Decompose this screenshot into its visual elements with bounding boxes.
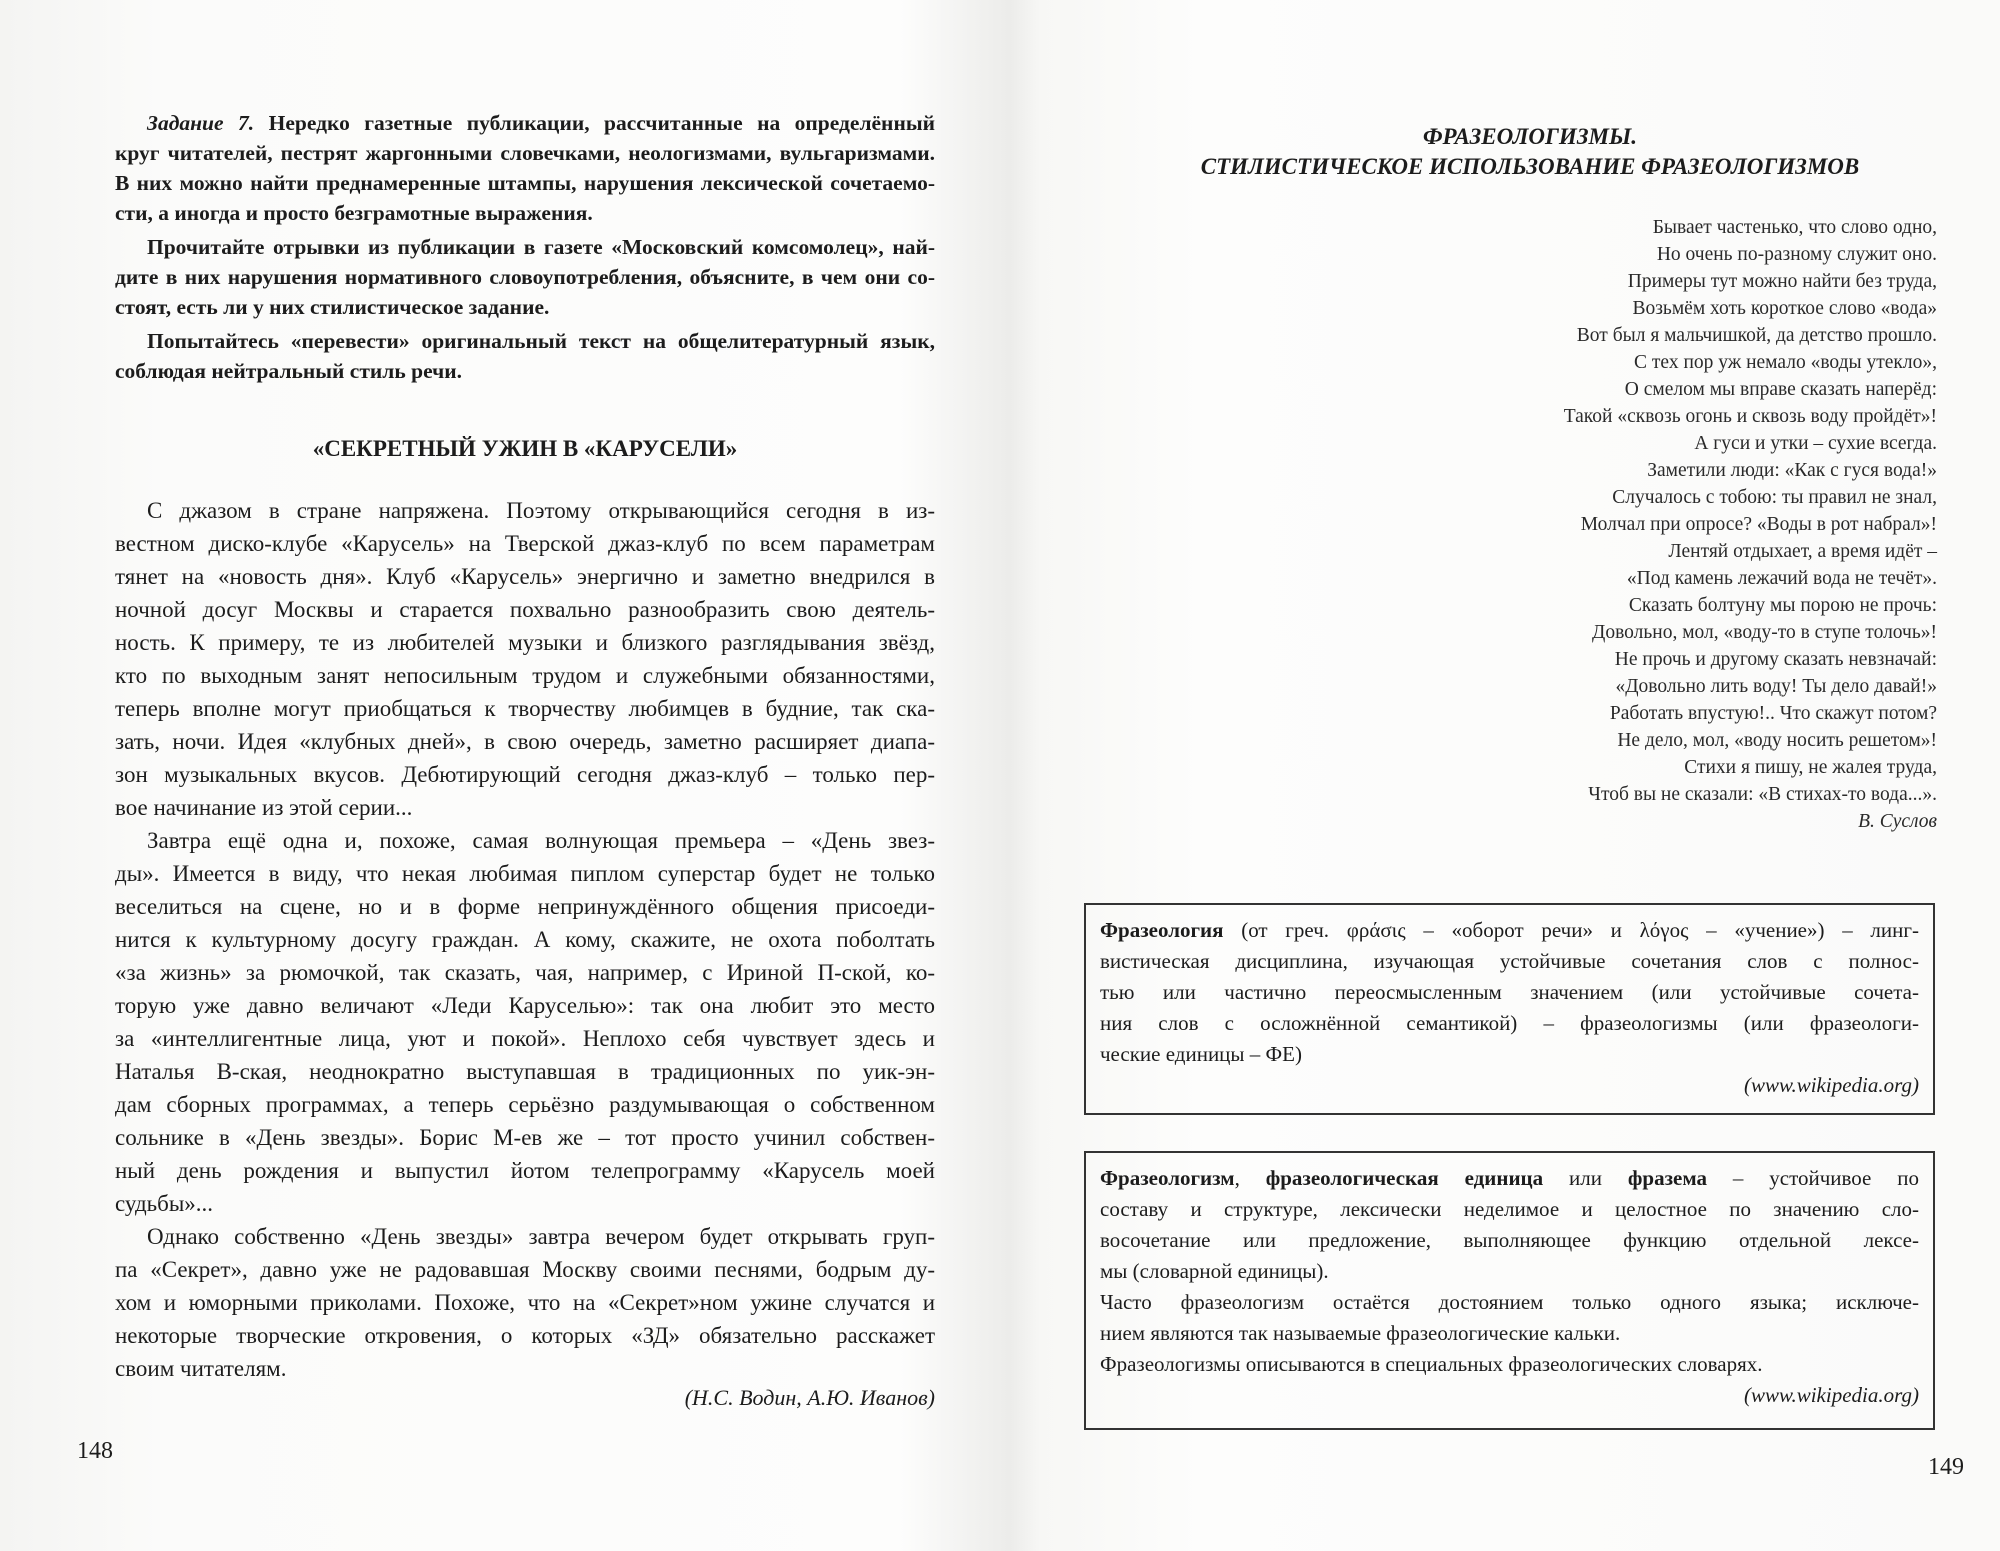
text-line xyxy=(115,232,935,262)
text-line xyxy=(115,108,935,138)
poem-line: Такой «сквозь огонь и сквозь воду пройдёт»! xyxy=(1563,406,1937,427)
text-segment: мы (словарной единицы). xyxy=(1100,1259,1329,1283)
article-line: своим читателям. xyxy=(115,1356,287,1381)
text-line xyxy=(1100,1349,1919,1380)
article-line: «за жизнь» за рюмочкой, так сказать, чая, например, с Ириной П-ской, ко- xyxy=(115,960,935,985)
text-segment: тью или частично переосмысленным значением (или устойчивые сочета- xyxy=(1100,980,1919,1004)
article-line: торую уже давно величают «Леди Каруселью»: так она любит это место xyxy=(115,993,935,1018)
poem-line: Примеры тут можно найти без труда, xyxy=(1627,271,1937,292)
definition-box-phraseology xyxy=(1084,903,1935,1115)
article-line: Однако собственно «День звезды» завтра вечером будет открывать груп- xyxy=(147,1224,935,1249)
article-line: ночной досуг Москвы и старается похвально разнообразить свою деятель- xyxy=(115,597,935,622)
text-segment: дите в них нарушения нормативного словоупотребления, объясните, в чем они со- xyxy=(115,265,935,289)
bold-term: фразема xyxy=(1627,1166,1708,1190)
text-line xyxy=(1100,977,1919,1008)
article-line: некоторые творческие откровения, о которых «ЗД» обязательно расскажет xyxy=(115,1323,935,1348)
poem-line: Не дело, мол, «воду носить решетом»! xyxy=(1617,730,1937,751)
text-segment: ческие единицы – ФЕ) xyxy=(1100,1042,1302,1066)
poem-line: Бывает частенько, что слово одно, xyxy=(1652,217,1937,238)
section-title-line2: СТИЛИСТИЧЕСКОЕ ИСПОЛЬЗОВАНИЕ ФРАЗЕОЛОГИЗМОВ xyxy=(1200,154,1860,179)
article-line: зон музыкальных вкусов. Дебютирующий сегодня джаз-клуб – только пер- xyxy=(115,762,935,787)
article-line: за «интеллигентные лица, уют и покой». Неплохо себя чувствует здесь и xyxy=(115,1026,935,1051)
text-line xyxy=(115,292,935,322)
article-line: вестном диско-клубе «Карусель» на Тверской джаз-клуб по всем параметрам xyxy=(115,531,935,556)
poem-line: Чтоб вы не сказали: «В стихах-то вода...». xyxy=(1588,784,1937,805)
article-line: кто по выходным занят непосильным трудом и служебными обязанностями, xyxy=(115,663,935,688)
right-page xyxy=(1000,0,2000,1551)
article-line: ный день рождения и выпустил йотом телепрограмму «Карусель моей xyxy=(115,1158,935,1183)
poem-line: Заметили люди: «Как с гуся вода!» xyxy=(1647,460,1937,481)
poem-line: Сказать болтуну мы порою не прочь: xyxy=(1628,595,1937,616)
text-segment: нием являются так называемые фразеологические кальки. xyxy=(1100,1321,1621,1345)
article-title: «СЕКРЕТНЫЙ УЖИН В «КАРУСЕЛИ» xyxy=(312,436,738,461)
article-line: нится к культурному досугу граждан. А кому, скажите, не охота поболтать xyxy=(115,927,935,952)
text-line xyxy=(1100,1163,1919,1194)
article-line: сольнике в «День звезды». Борис М-ев же – тот просто учинил собствен- xyxy=(115,1125,935,1150)
poem-line: «Под камень лежачий вода не течёт». xyxy=(1626,568,1937,589)
definition-box-phraseologism xyxy=(1084,1151,1935,1430)
article-line: веселиться на сцене, но и в форме непринуждённого общения присоеди- xyxy=(115,894,935,919)
bold-term: Фразеология xyxy=(1100,918,1224,942)
text-line xyxy=(1100,1008,1919,1039)
text-segment: сти, а иногда и просто безграмотные выражения. xyxy=(115,201,593,225)
text-segment: , xyxy=(1234,1166,1266,1190)
text-segment: Попытайтесь «перевести» оригинальный текст на общелитературный язык, xyxy=(147,329,935,353)
article-line: С джазом в стране напряжена. Поэтому открывающийся сегодня в из- xyxy=(147,498,935,523)
section-title-line1: ФРАЗЕОЛОГИЗМЫ. xyxy=(1422,124,1638,149)
poem-line: А гуси и утки – сухие всегда. xyxy=(1694,433,1937,454)
article-line: дам сборных программах, а теперь серьёзно раздумывающая о собственном xyxy=(115,1092,935,1117)
text-segment: Прочитайте отрывки из публикации в газете «Московский комсомолец», най- xyxy=(147,235,935,259)
article-line: теперь вполне могут приобщаться к творчеству любимцев в будние, так ска- xyxy=(115,696,935,721)
text-segment: Часто фразеологизм остаётся достоянием только одного языка; исключе- xyxy=(1100,1290,1919,1314)
poem-line: О смелом мы вправе сказать наперёд: xyxy=(1624,379,1937,400)
text-segment: – устойчивое по xyxy=(1707,1166,1920,1190)
poem-epigraph xyxy=(1564,214,1937,835)
article-line: зать, ночи. Идея «клубных дней», в свою очередь, заметно расширяет диапа- xyxy=(115,729,935,754)
task-instructions xyxy=(115,108,935,386)
article-line: тянет на «новость дня». Клуб «Карусель» энергично и заметно внедрился в xyxy=(115,564,935,589)
page-number-right: 149 xyxy=(1928,1454,1964,1480)
text-segment: ния слов с осложнённой семантикой) – фразеологизмы (или фразеологи- xyxy=(1100,1011,1919,1035)
poem-line: «Довольно лить воду! Ты дело давай!» xyxy=(1615,676,1937,697)
article-line: судьбы»... xyxy=(115,1191,214,1216)
text-line xyxy=(115,198,935,228)
text-line xyxy=(1100,1225,1919,1256)
article-line: ды». Имеется в виду, что некая любимая пиплом суперстар будет не только xyxy=(115,861,935,886)
text-line xyxy=(115,356,935,386)
poem-line: Работать впустую!.. Что скажут потом? xyxy=(1609,703,1937,724)
bold-term: Фразеологизм xyxy=(1100,1166,1235,1190)
article-line: ность. К примеру, те из любителей музыки и близкого разглядывания звёзд, xyxy=(115,630,935,655)
text-segment: стоят, есть ли у них стилистическое задание. xyxy=(115,295,550,319)
source-citation: (www.wikipedia.org) xyxy=(1744,1383,1919,1407)
article-line: Наталья В-ская, неоднократно выступавшая в традиционных по уик-эн- xyxy=(115,1059,935,1084)
text-line xyxy=(115,326,935,356)
poem-line: Случалось с тобою: ты правил не знал, xyxy=(1612,487,1937,508)
poem-line: Но очень по-разному служит оно. xyxy=(1656,244,1937,265)
text-line xyxy=(115,168,935,198)
article-line: хом и юморными приколами. Похоже, что на «Секрет»ном ужине случатся и xyxy=(115,1290,935,1315)
text-line xyxy=(1100,946,1919,977)
source-citation: (www.wikipedia.org) xyxy=(1744,1073,1919,1097)
article-line: вое начинание из этой серии... xyxy=(115,795,413,820)
poem-line: Не прочь и другому сказать невзначай: xyxy=(1614,649,1937,670)
article-line: Завтра ещё одна и, похоже, самая волнующая премьера – «День звез- xyxy=(147,828,935,853)
text-segment: Нередко газетные публикации, рассчитанные на определённый xyxy=(254,111,936,135)
poem-line: Стихи я пишу, не жалея труда, xyxy=(1684,757,1937,778)
poem-line: Возьмём хоть короткое слово «вода» xyxy=(1632,298,1937,319)
text-segment: восочетание или предложение, выполняющее функцию отдельной лексе- xyxy=(1100,1228,1919,1252)
poem-line: Молчал при опросе? «Воды в рот набрал»! xyxy=(1580,514,1937,535)
text-segment: вистическая дисциплина, изучающая устойчивые сочетания слов с полнос- xyxy=(1100,949,1919,973)
text-segment: составу и структуре, лексически неделимое и целостное по значению сло- xyxy=(1100,1197,1919,1221)
text-segment: Фразеологизмы описываются в специальных фразеологических словарях. xyxy=(1100,1352,1763,1376)
text-line xyxy=(1100,1287,1919,1318)
bold-term: фразеологическая единица xyxy=(1265,1166,1544,1190)
text-segment: круг читателей, пестрят жаргонными словечками, неологизмами, вульгаризмами. xyxy=(115,141,935,165)
text-line xyxy=(115,262,935,292)
text-line xyxy=(1100,1318,1919,1349)
article-text xyxy=(115,494,935,1385)
text-segment: соблюдая нейтральный стиль речи. xyxy=(115,359,462,383)
page-number-left: 148 xyxy=(77,1438,113,1464)
text-segment: (от греч. φράσις – «оборот речи» и λόγος – «учение») – линг- xyxy=(1223,918,1919,942)
text-line xyxy=(1100,1256,1919,1287)
poem-line: С тех пор уж немало «воды утекло», xyxy=(1634,352,1937,373)
text-segment: или xyxy=(1543,1166,1628,1190)
article-signature: (Н.С. Водин, А.Ю. Иванов) xyxy=(684,1385,935,1410)
section-title xyxy=(1080,122,1980,182)
text-segment: В них можно найти преднамеренные штампы, нарушения лексической сочетаемо- xyxy=(115,171,935,195)
poem-line: Довольно, мол, «воду-то в ступе толочь»! xyxy=(1592,622,1937,643)
poem-line: Лентяй отдыхает, а время идёт – xyxy=(1668,541,1937,562)
text-line xyxy=(1100,1039,1919,1070)
text-segment: Задание 7. xyxy=(147,111,255,135)
text-line xyxy=(1100,1194,1919,1225)
poem-author: В. Суслов xyxy=(1858,811,1937,832)
text-line xyxy=(1100,915,1919,946)
poem-line: Вот был я мальчишкой, да детство прошло. xyxy=(1576,325,1937,346)
text-line xyxy=(115,138,935,168)
article-line: па «Секрет», давно уже не радовавшая Москву своими песнями, бодрым ду- xyxy=(115,1257,935,1282)
